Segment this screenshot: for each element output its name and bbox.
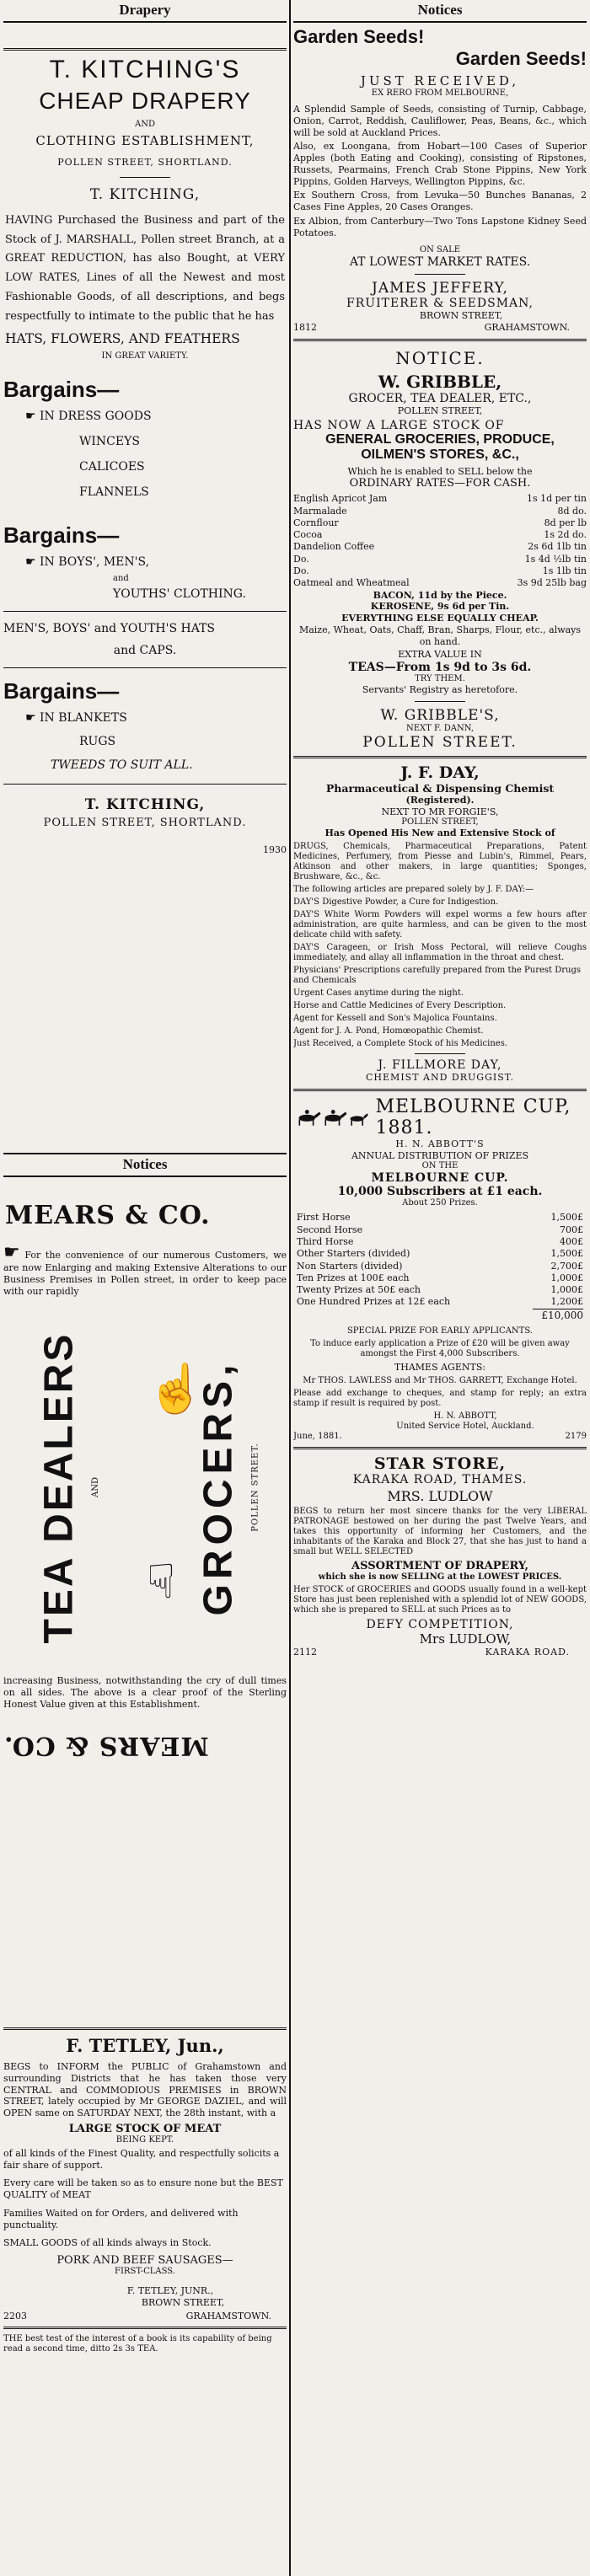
day-received: Just Received, a Complete Stock of his Medicines. bbox=[293, 1039, 507, 1049]
sig-name: JAMES JEFFERY, bbox=[372, 280, 508, 297]
tetley-care: Every care will be taken so as to ensure none but the BEST QUALITY of MEAT bbox=[3, 2177, 283, 2200]
dress-goods: ☛ IN DRESS GOODS bbox=[25, 410, 152, 424]
section-head-drapery: Drapery bbox=[3, 0, 287, 23]
southern-body: Ex Southern Cross, from Levuka—50 Bunches Bananas, 2 Cases Fine Apples, 20 Cases Oranges. bbox=[293, 190, 587, 212]
star-name: MRS. LUDLOW bbox=[387, 1487, 493, 1504]
cup-sig-hotel: United Service Hotel, Auckland. bbox=[396, 1421, 534, 1431]
row-value: 1s 4d ½lb tin bbox=[524, 553, 587, 565]
tetley-advert bbox=[3, 2022, 287, 2357]
day-body: DRUGS, Chemicals, Pharmaceutical Preparations, Patent Medicines, Perfumery, from Piesse and Lubin's, Rimmel, Pears, Atkinson and other makers, in large quantities; Sponges, Brushware, &c., &c. bbox=[293, 842, 587, 882]
divider bbox=[3, 784, 287, 785]
pointing-finger-icon: ☝ bbox=[147, 1362, 206, 1417]
section-head-notices: Notices bbox=[293, 0, 587, 23]
sig-name: T. KITCHING, bbox=[84, 796, 206, 814]
row-label: Cornflour bbox=[293, 517, 339, 528]
left-column bbox=[3, 0, 287, 2576]
row-label: Cocoa bbox=[293, 529, 323, 541]
price-row bbox=[297, 1272, 583, 1284]
melbourne-cup-advert bbox=[293, 1096, 587, 1449]
notice-heading: NOTICE. bbox=[395, 347, 485, 368]
and-caps: and CAPS. bbox=[113, 644, 177, 658]
ordinary-rates: ORDINARY RATES—FOR CASH. bbox=[349, 477, 531, 490]
divider bbox=[293, 339, 587, 341]
large-stock: LARGE STOCK OF MEAT bbox=[68, 2122, 222, 2135]
sig-street: POLLEN STREET. bbox=[362, 733, 518, 751]
row-label: Do. bbox=[293, 553, 309, 565]
rugs-line: RUGS bbox=[79, 735, 116, 749]
clothing-line: CLOTHING ESTABLISHMENT, bbox=[35, 133, 255, 148]
row-label: One Hundred Prizes at 12£ each bbox=[297, 1296, 451, 1308]
extra-value: EXTRA VALUE IN bbox=[398, 649, 482, 661]
blankets-line: ☛ IN BLANKETS bbox=[25, 711, 127, 726]
grocers: GROCERS, bbox=[196, 1359, 241, 1616]
cup-sub1: H. N. ABBOTT'S bbox=[395, 1138, 485, 1149]
loongana-body: Also, ex Loongana, from Hobart—100 Cases of Superior Apples (both Eating and Cooking), consisting of Ripstones, Russets, Pearmains, French Crab Stone Pippins, New York Pippins, Golden Harveys, Wellington Pippins, &c. bbox=[293, 141, 587, 187]
garden-title-1: Garden Seeds! bbox=[293, 26, 425, 47]
which-line: Which he is enabled to SELL below the bbox=[347, 465, 533, 477]
row-value: 1s 1d per tin bbox=[526, 493, 587, 505]
section-head-notices: Notices bbox=[3, 1153, 287, 1177]
cup-on-the: ON THE bbox=[421, 1161, 459, 1171]
day-urgent: Urgent Cases anytime during the night. bbox=[293, 988, 464, 999]
ad-number: 2179 bbox=[565, 1431, 587, 1441]
row-value: 1s 1lb tin bbox=[542, 565, 587, 577]
row-value: 3s 9d 25lb bag bbox=[517, 577, 587, 589]
being-kept: BEING KEPT. bbox=[115, 2134, 174, 2145]
day-subtitle: Pharmaceutical & Dispensing Chemist bbox=[325, 781, 555, 795]
row-label: Oatmeal and Wheatmeal bbox=[293, 577, 410, 589]
mens-hats: MEN'S, BOYS' and YOUTH'S HATS bbox=[3, 622, 216, 636]
price-row bbox=[293, 506, 587, 517]
mears-advert bbox=[3, 1153, 287, 1767]
try-them: TRY THEM. bbox=[415, 674, 465, 684]
mears-body: increasing Business, notwithstanding the cry of dull times on all sides. The above is a clear proof of the Sterling Honest Value given at this Establishment. bbox=[3, 1675, 287, 1710]
mears-intro-text: For the convenience of our numerous Customers, we are now Enlarging and making Extensive Alterations to our Business Premises in Pollen street, in order to keep pace with our rapidly bbox=[3, 1250, 287, 1297]
pointing-hand-icon: ☛ bbox=[3, 1242, 20, 1263]
row-value: 1s 2d do. bbox=[544, 529, 587, 541]
star-body: BEGS to return her most sincere thanks for the very LIBERAL PATRONAGE bestowed on her during the past Twelve Years, and takes this opportunity of informing her Customers, and the inhabitants of the Karaka and Block 27, that she has just to hand a small but WELL SELECTED bbox=[293, 1506, 587, 1556]
from-line: EX RERO FROM MELBOURNE, bbox=[371, 88, 509, 98]
cup-subscribers: 10,000 Subscribers at £1 each. bbox=[337, 1185, 543, 1199]
day-registered: (Registered). bbox=[405, 794, 475, 806]
sig-name: W. GRIBBLE'S, bbox=[380, 706, 500, 724]
divider bbox=[293, 1447, 587, 1449]
sig-trade: CHEMIST AND DRUGGIST. bbox=[366, 1072, 514, 1084]
divider bbox=[3, 2327, 287, 2329]
row-value: 1,000£ bbox=[550, 1272, 583, 1283]
day-carageen: DAY'S Carageen, or Irish Moss Pectoral, will relieve Coughs immediately, and allay all inflammation in the throat and chest. bbox=[293, 943, 587, 963]
boys-line: ☛ IN BOYS', MEN'S, bbox=[25, 555, 150, 570]
mears-vertical-block bbox=[3, 1302, 287, 1673]
cup-induce: To induce early application a Prize of £20 will be given away amongst the First 4,000 Subscribers. bbox=[310, 1338, 570, 1358]
column-divider bbox=[289, 0, 291, 2576]
row-value: 1,500£ bbox=[550, 1212, 583, 1224]
prize-list bbox=[297, 1212, 583, 1308]
tetley-sig-town: GRAHAMSTOWN. bbox=[185, 2310, 271, 2322]
tetley-title: F. TETLEY, Jun., bbox=[66, 2035, 224, 2056]
price-row bbox=[293, 493, 587, 505]
cup-thames: THAMES AGENTS: bbox=[394, 1361, 486, 1373]
divider bbox=[415, 701, 465, 702]
general-groceries: GENERAL GROCERIES, PRODUCE, bbox=[325, 431, 555, 447]
gribble-name: W. GRIBBLE, bbox=[378, 371, 502, 392]
garden-body: A Splendid Sample of Seeds, consisting of Turnip, Cabbage, Onion, Carrot, Reddish, Cauliflower, Peas, Beans, &c., which will be sold at Auckland Prices. bbox=[293, 104, 587, 138]
price-row bbox=[293, 517, 587, 529]
albion-body: Ex Albion, from Canterbury—Two Tons Lapstone Kidney Seed Potatoes. bbox=[293, 215, 587, 238]
price-row bbox=[297, 1261, 583, 1272]
sig-address: POLLEN STREET, SHORTLAND. bbox=[43, 817, 247, 830]
day-title: J. F. DAY, bbox=[400, 763, 480, 782]
garden-title-2: Garden Seeds! bbox=[455, 48, 587, 69]
row-label: Non Starters (divided) bbox=[297, 1260, 403, 1272]
sig-town: GRAHAMSTOWN. bbox=[484, 322, 570, 333]
price-row bbox=[297, 1248, 583, 1260]
row-label: Twenty Prizes at 50£ each bbox=[297, 1284, 421, 1296]
star-sig-road: KARAKA ROAD. bbox=[485, 1646, 570, 1658]
drapery-body: HAVING Purchased the Business and part of the Stock of J. MARSHALL, Pollen street Branch, at a GREAT REDUCTION, has also Bought, at VERY LOW RATES, Lines of all the Newest and most Fashionable Goods, of all descriptions, and begs respectfully to intimate to the public that he has bbox=[5, 213, 285, 323]
kerosene-line: KEROSENE, 9s 6d per Tin. bbox=[370, 601, 510, 613]
tweeds-line: TWEEDS TO SUIT ALL. bbox=[51, 758, 193, 773]
cup-melbourne: MELBOURNE CUP. bbox=[371, 1171, 509, 1186]
gribble-trade: GROCER, TEA DEALER, ETC., bbox=[348, 391, 532, 405]
lowest-rates: AT LOWEST MARKET RATES. bbox=[349, 255, 531, 270]
sig-street: BROWN STREET, bbox=[419, 310, 503, 322]
pollen-street: POLLEN STREET. bbox=[251, 1443, 260, 1532]
row-label: First Horse bbox=[297, 1212, 351, 1224]
divider bbox=[415, 1053, 465, 1054]
price-row bbox=[297, 1284, 583, 1296]
gribble-advert bbox=[293, 348, 587, 758]
day-next-to: NEXT TO MR FORGIE'S, bbox=[381, 806, 499, 817]
cup-total: £10,000 bbox=[533, 1309, 583, 1321]
drapery-title: T. KITCHING'S bbox=[49, 56, 241, 83]
row-label: Other Starters (divided) bbox=[297, 1248, 410, 1260]
divider bbox=[293, 756, 587, 758]
on-sale: ON SALE bbox=[419, 245, 461, 255]
mears-title-inverted: MEARS & CO. bbox=[3, 1730, 209, 1760]
variety-line: IN GREAT VARIETY. bbox=[101, 351, 189, 361]
pointing-finger-icon: ☟ bbox=[147, 1555, 176, 1610]
star-defy: DEFY COMPETITION, bbox=[366, 1617, 514, 1631]
price-row bbox=[293, 577, 587, 589]
winceys: WINCEYS bbox=[79, 435, 140, 449]
star-sig-name: Mrs LUDLOW, bbox=[419, 1631, 512, 1647]
bargains-heading: Bargains— bbox=[3, 678, 120, 704]
divider bbox=[120, 177, 170, 178]
mears-title: MEARS & CO. bbox=[5, 1201, 211, 1230]
row-label: English Apricot Jam bbox=[293, 493, 388, 505]
drapery-title-2: CHEAP DRAPERY bbox=[39, 88, 251, 114]
row-label: Marmalade bbox=[293, 505, 347, 517]
day-kessell: Agent for Kessell and Son's Majolica Fountains. bbox=[293, 1014, 497, 1024]
row-value: 1,000£ bbox=[550, 1284, 583, 1296]
divider bbox=[293, 1089, 587, 1091]
day-opened: Has Opened His New and Extensive Stock of bbox=[324, 827, 555, 839]
ad-number: 2112 bbox=[293, 1646, 317, 1658]
tetley-kinds: of all kinds of the Finest Quality, and respectfully solicits a fair share of support. bbox=[3, 2147, 280, 2171]
day-worm: DAY'S White Worm Powders will expel worms a few hours after administration, are quite harmless, and can be given to the most delicate child with safety. bbox=[293, 910, 587, 940]
divider bbox=[3, 667, 287, 668]
and-label: AND bbox=[135, 120, 155, 129]
oilmen-stores: OILMEN'S STORES, &C., bbox=[361, 447, 519, 462]
row-value: 1,200£ bbox=[550, 1296, 583, 1308]
divider bbox=[3, 48, 287, 51]
row-label: Do. bbox=[293, 565, 309, 577]
everything-line: EVERYTHING ELSE EQUALLY CHEAP. bbox=[341, 613, 539, 624]
tetley-body: BEGS to INFORM the PUBLIC of Grahamstown and surrounding Districts that he has taken those very CENTRAL and COMMODIOUS PREMISES in BROWN STREET, lately occupied by Mr GEORGE DAZIEL, and will OPEN same on SATURDAY NEXT, the 28th instant, with a bbox=[3, 2061, 287, 2118]
day-pond: Agent for J. A. Pond, Homœopathic Chemist. bbox=[293, 1026, 484, 1036]
day-advert bbox=[293, 763, 587, 1091]
row-value: 700£ bbox=[560, 1224, 583, 1235]
day-pollen: POLLEN STREET, bbox=[401, 817, 479, 827]
price-row bbox=[297, 1224, 583, 1236]
drapery-advert bbox=[3, 0, 287, 855]
day-horse: Horse and Cattle Medicines of Every Description. bbox=[293, 1001, 507, 1011]
sig-next: NEXT F. DANN, bbox=[405, 723, 475, 733]
price-row bbox=[293, 554, 587, 565]
tetley-first-class: FIRST-CLASS. bbox=[115, 2267, 175, 2276]
bargains-heading: Bargains— bbox=[3, 522, 120, 549]
row-label: Second Horse bbox=[297, 1224, 363, 1235]
price-row bbox=[293, 565, 587, 577]
address-line: POLLEN STREET, SHORTLAND. bbox=[57, 157, 233, 168]
row-label: Third Horse bbox=[297, 1235, 354, 1247]
star-store-advert bbox=[293, 1454, 587, 1658]
cup-sub2: ANNUAL DISTRIBUTION OF PRIZES bbox=[351, 1149, 529, 1161]
star-title: STAR STORE, bbox=[373, 1454, 507, 1473]
tea-dealers: TEA DEALERS bbox=[36, 1331, 82, 1644]
row-value: 2,700£ bbox=[550, 1260, 583, 1272]
day-physicians: Physicians' Prescriptions carefully prepared from the Purest Drugs and Chemicals bbox=[293, 966, 581, 986]
row-value: 1,500£ bbox=[550, 1248, 583, 1260]
hats-line: HATS, FLOWERS, AND FEATHERS bbox=[5, 331, 240, 347]
divider bbox=[3, 611, 287, 612]
row-label: Dandelion Coffee bbox=[293, 541, 375, 553]
row-value: 2s 6d 1lb tin bbox=[528, 541, 587, 553]
and-label: AND bbox=[91, 1477, 100, 1498]
price-list bbox=[293, 493, 587, 589]
calicoes: CALICOES bbox=[79, 460, 145, 474]
day-digestive: DAY'S Digestive Powder, a Cure for Indigestion. bbox=[293, 897, 499, 908]
day-following: The following articles are prepared solely by J. F. DAY:— bbox=[293, 885, 534, 895]
row-value: 8d do. bbox=[557, 505, 587, 517]
price-row bbox=[293, 541, 587, 553]
has-now: HAS NOW A LARGE STOCK OF bbox=[293, 418, 505, 432]
price-row bbox=[293, 529, 587, 541]
bargains-heading: Bargains— bbox=[3, 377, 120, 403]
star-selling: which she is now SELLING at the LOWEST PRICES. bbox=[318, 1572, 562, 1582]
sig-trade: FRUITERER & SEEDSMAN, bbox=[346, 297, 534, 311]
row-value: 400£ bbox=[560, 1235, 583, 1247]
flannels: FLANNELS bbox=[79, 485, 149, 500]
right-column bbox=[293, 0, 587, 2576]
youths-line: YOUTHS' CLOTHING. bbox=[113, 587, 246, 602]
maize-line: Maize, Wheat, Oats, Chaff, Bran, Sharps, Flour, etc., always on hand. bbox=[298, 624, 582, 647]
price-row bbox=[297, 1296, 583, 1308]
footer-note: THE best test of the interest of a book is its capability of being read a second time, ditto 2s 3s TEA. bbox=[3, 2334, 272, 2354]
cup-agents: Mr THOS. LAWLESS and Mr THOS. GARRETT, Exchange Hotel. bbox=[303, 1375, 577, 1385]
ad-number: 1812 bbox=[293, 322, 317, 333]
cup-sig-name: H. N. ABBOTT, bbox=[433, 1411, 497, 1421]
mears-intro bbox=[3, 1244, 287, 1297]
registry-line: Servants' Registry as heretofore. bbox=[362, 684, 518, 696]
row-value: 8d per lb bbox=[544, 517, 587, 528]
price-row bbox=[297, 1236, 583, 1248]
price-row bbox=[297, 1212, 583, 1224]
cup-please: Please add exchange to cheques, and stamp for reply; an extra stamp if result is required by post. bbox=[293, 1388, 587, 1408]
divider bbox=[3, 2027, 287, 2030]
divider bbox=[415, 274, 465, 275]
ad-number: 1930 bbox=[263, 844, 287, 856]
proprietor-name: T. KITCHING, bbox=[89, 185, 201, 203]
star-groceries: Her STOCK of GROCERIES and GOODS usually found in a well-kept Store has just been replenished with a splendid lot of NEW GOODS, which she is prepared to SELL at such Prices as to bbox=[293, 1584, 587, 1615]
sig-name: J. FILLMORE DAY, bbox=[378, 1058, 502, 1073]
teas-line: TEAS—From 1s 9d to 3s 6d. bbox=[348, 661, 532, 675]
star-assortment: ASSORTMENT OF DRAPERY, bbox=[351, 1559, 528, 1572]
row-label: Ten Prizes at 100£ each bbox=[297, 1272, 410, 1283]
cup-date: June, 1881. bbox=[293, 1431, 342, 1441]
cup-title: MELBOURNE CUP, 1881. bbox=[375, 1095, 571, 1138]
tetley-families: Families Waited on for Orders, and delivered with punctuality. bbox=[3, 2207, 239, 2231]
tetley-sig-street: BROWN STREET, bbox=[141, 2296, 225, 2308]
just-received: JUST RECEIVED, bbox=[360, 73, 520, 88]
tetley-pork: PORK AND BEEF SAUSAGES— bbox=[56, 2254, 233, 2267]
gribble-street: POLLEN STREET, bbox=[397, 404, 483, 416]
garden-seeds-advert bbox=[293, 0, 587, 341]
ad-number: 2203 bbox=[3, 2310, 27, 2322]
racehorses-icon bbox=[293, 1105, 369, 1130]
tetley-sig-name: F. TETLEY, JUNR., bbox=[126, 2285, 214, 2296]
cup-special: SPECIAL PRIZE FOR EARLY APPLICANTS. bbox=[346, 1325, 534, 1336]
and-label: and bbox=[113, 574, 129, 584]
tetley-small-goods: SMALL GOODS of all kinds always in Stock. bbox=[3, 2237, 212, 2249]
cup-about: About 250 Prizes. bbox=[402, 1198, 478, 1208]
star-road: KARAKA ROAD, THAMES. bbox=[352, 1472, 528, 1486]
bacon-line: BACON, 11d by the Piece. bbox=[373, 589, 507, 601]
